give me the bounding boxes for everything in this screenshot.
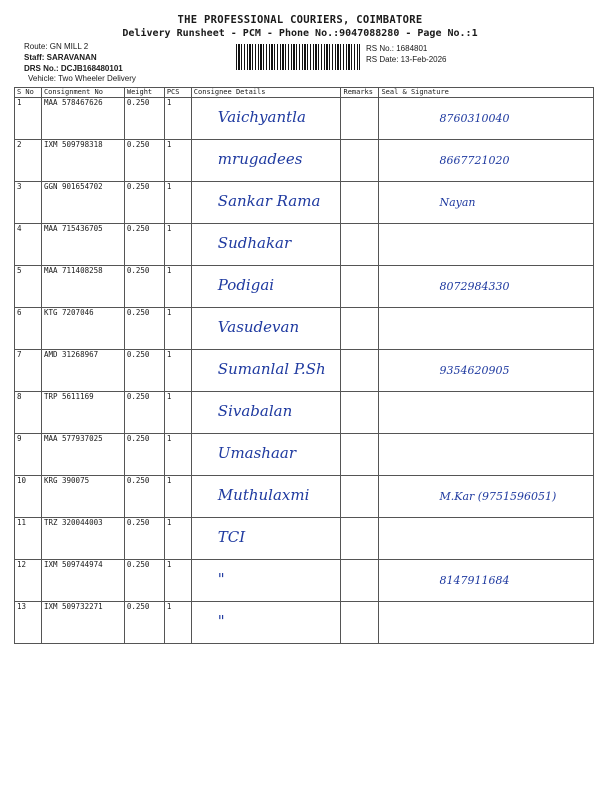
handwritten-consignee: Sudhakar [217, 234, 292, 252]
row-consignment-no: AMD 31268967 [41, 350, 124, 392]
col-pcs: PCS [164, 88, 191, 98]
row-sno: 8 [15, 392, 42, 434]
row-remarks [341, 434, 379, 476]
table-row [15, 518, 594, 560]
row-seal [379, 392, 594, 434]
row-weight: 0.250 [124, 560, 164, 602]
row-seal [379, 140, 594, 182]
row-consignment-no: IXM 509732271 [41, 602, 124, 644]
handwritten-consignee: Vaichyantla [217, 108, 306, 126]
row-consignment-no: MAA 711408258 [41, 266, 124, 308]
handwritten-signature: 8072984330 [439, 280, 510, 293]
row-sno: 9 [15, 434, 42, 476]
row-remarks [341, 518, 379, 560]
row-seal [379, 224, 594, 266]
row-remarks [341, 308, 379, 350]
row-weight: 0.250 [124, 350, 164, 392]
col-seal: Seal & Signature [379, 88, 594, 98]
row-sno: 12 [15, 560, 42, 602]
row-consignee [191, 434, 341, 476]
handwritten-signature: 8760310040 [439, 112, 510, 125]
row-remarks [341, 602, 379, 644]
table-row [15, 434, 594, 476]
route-label: Route: GN MILL 2 [24, 42, 89, 51]
handwritten-signature: 8667721020 [439, 154, 510, 167]
runsheet-table [14, 87, 594, 644]
col-sno: S No [15, 88, 42, 98]
row-pcs: 1 [164, 518, 191, 560]
row-sno: 11 [15, 518, 42, 560]
runsheet-title: THE PROFESSIONAL COURIERS, COIMBATORE [177, 14, 423, 26]
col-weight: Weight [124, 88, 164, 98]
table-row [15, 602, 594, 644]
table-row [15, 266, 594, 308]
staff-label: Staff: SARAVANAN [24, 53, 97, 62]
row-consignment-no: GGN 901654702 [41, 182, 124, 224]
handwritten-signature: Nayan [439, 196, 476, 209]
row-seal [379, 518, 594, 560]
col-consignment: Consignment No [41, 88, 124, 98]
row-remarks [341, 350, 379, 392]
row-consignment-no: MAA 715436705 [41, 224, 124, 266]
row-consignment-no: IXM 509744974 [41, 560, 124, 602]
row-remarks [341, 392, 379, 434]
row-pcs: 1 [164, 98, 191, 140]
row-pcs: 1 [164, 266, 191, 308]
row-weight: 0.250 [124, 140, 164, 182]
table-header-row [15, 88, 594, 98]
row-pcs: 1 [164, 602, 191, 644]
row-seal [379, 98, 594, 140]
handwritten-consignee: mrugadees [217, 150, 303, 168]
row-pcs: 1 [164, 182, 191, 224]
row-weight: 0.250 [124, 308, 164, 350]
table-row [15, 308, 594, 350]
row-consignment-no: KRG 390075 [41, 476, 124, 518]
row-seal [379, 350, 594, 392]
row-sno: 1 [15, 98, 42, 140]
row-consignee [191, 266, 341, 308]
row-remarks [341, 224, 379, 266]
row-consignee [191, 602, 341, 644]
row-sno: 2 [15, 140, 42, 182]
handwritten-consignee: " [217, 570, 225, 588]
handwritten-signature: 8147911684 [439, 574, 510, 587]
handwritten-consignee: Podigai [217, 276, 275, 294]
row-weight: 0.250 [124, 224, 164, 266]
row-sno: 3 [15, 182, 42, 224]
row-pcs: 1 [164, 350, 191, 392]
row-consignment-no: MAA 577937025 [41, 434, 124, 476]
row-seal [379, 434, 594, 476]
row-seal [379, 266, 594, 308]
row-seal [379, 560, 594, 602]
handwritten-consignee: Vasudevan [217, 318, 300, 336]
row-consignee [191, 518, 341, 560]
row-weight: 0.250 [124, 434, 164, 476]
row-consignment-no: TRZ 320044003 [41, 518, 124, 560]
row-pcs: 1 [164, 560, 191, 602]
row-weight: 0.250 [124, 98, 164, 140]
row-pcs: 1 [164, 224, 191, 266]
row-sno: 13 [15, 602, 42, 644]
table-row [15, 350, 594, 392]
table-row [15, 476, 594, 518]
table-row [15, 140, 594, 182]
rs-no-label: RS No.: 1684801 [366, 44, 428, 53]
row-consignee [191, 560, 341, 602]
row-seal [379, 308, 594, 350]
row-seal [379, 602, 594, 644]
handwritten-consignee: Sankar Rama [217, 192, 321, 210]
handwritten-consignee: TCI [217, 528, 246, 546]
handwritten-signature: M.Kar (9751596051) [439, 490, 557, 503]
row-seal [379, 182, 594, 224]
handwritten-consignee: Umashaar [217, 444, 297, 462]
row-weight: 0.250 [124, 476, 164, 518]
row-weight: 0.250 [124, 182, 164, 224]
row-consignee [191, 350, 341, 392]
row-consignment-no: TRP 5611169 [41, 392, 124, 434]
row-weight: 0.250 [124, 392, 164, 434]
row-weight: 0.250 [124, 602, 164, 644]
table-row [15, 224, 594, 266]
row-weight: 0.250 [124, 266, 164, 308]
row-sno: 5 [15, 266, 42, 308]
row-remarks [341, 476, 379, 518]
row-consignee [191, 182, 341, 224]
handwritten-consignee: " [217, 612, 225, 630]
handwritten-consignee: Sivabalan [217, 402, 293, 420]
row-sno: 10 [15, 476, 42, 518]
barcode [236, 44, 360, 70]
row-pcs: 1 [164, 308, 191, 350]
table-row [15, 392, 594, 434]
row-consignment-no: IXM 509798318 [41, 140, 124, 182]
row-consignee [191, 476, 341, 518]
handwritten-consignee: Muthulaxmi [217, 486, 310, 504]
table-row [15, 560, 594, 602]
row-remarks [341, 182, 379, 224]
rs-date-label: RS Date: 13-Feb-2026 [366, 55, 447, 64]
table-row [15, 182, 594, 224]
table-row [15, 98, 594, 140]
row-consignment-no: KTG 7207046 [41, 308, 124, 350]
row-consignee [191, 224, 341, 266]
row-consignee [191, 392, 341, 434]
row-remarks [341, 98, 379, 140]
row-pcs: 1 [164, 392, 191, 434]
vehicle-label: Vehicle: Two Wheeler Delivery [28, 74, 136, 83]
row-consignment-no: MAA 578467626 [41, 98, 124, 140]
row-pcs: 1 [164, 434, 191, 476]
row-consignee [191, 308, 341, 350]
row-pcs: 1 [164, 476, 191, 518]
row-sno: 4 [15, 224, 42, 266]
row-sno: 7 [15, 350, 42, 392]
row-remarks [341, 266, 379, 308]
row-consignee [191, 140, 341, 182]
row-sno: 6 [15, 308, 42, 350]
col-consignee: Consignee Details [191, 88, 341, 98]
handwritten-signature: 9354620905 [439, 364, 510, 377]
row-pcs: 1 [164, 140, 191, 182]
row-consignee [191, 98, 341, 140]
row-remarks [341, 560, 379, 602]
drs-label: DRS No.: DCJB168480101 [24, 64, 123, 73]
handwritten-consignee: Sumanlal P.Sh [217, 360, 326, 378]
row-seal [379, 476, 594, 518]
row-remarks [341, 140, 379, 182]
col-remarks: Remarks [341, 88, 379, 98]
runsheet-subtitle: Delivery Runsheet - PCM - Phone No.:9047088280 - Page No.:1 [122, 28, 478, 39]
row-weight: 0.250 [124, 518, 164, 560]
